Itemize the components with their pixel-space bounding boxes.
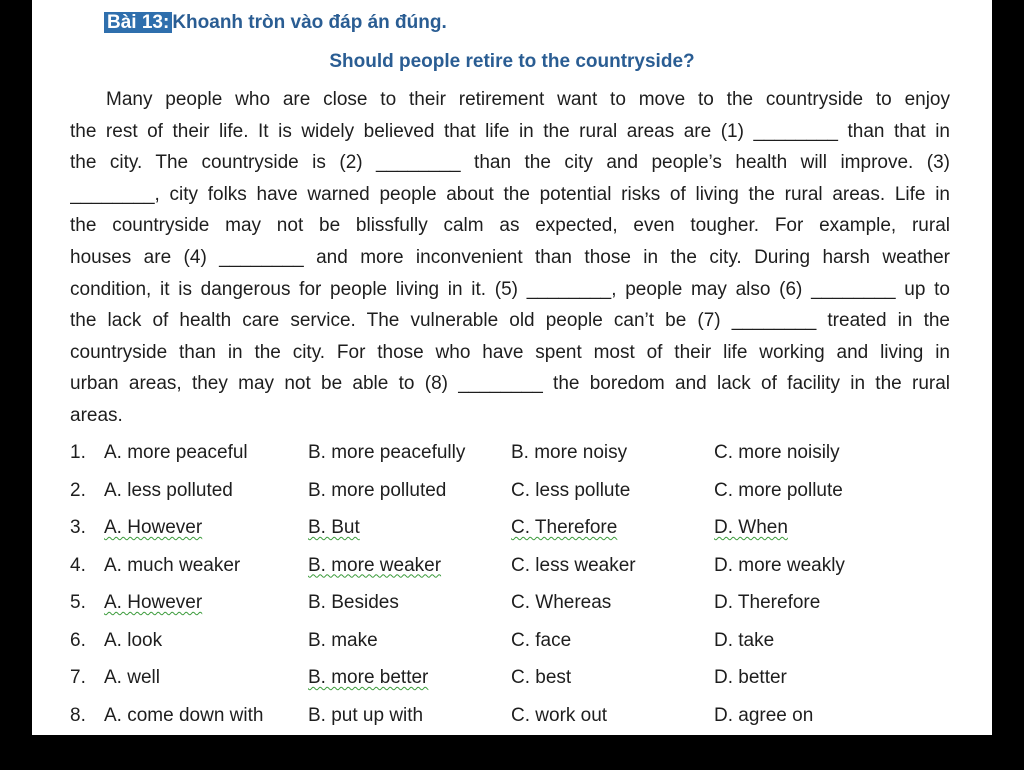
option-c[interactable]: C. Whereas	[511, 592, 612, 613]
option-d[interactable]: D. Therefore	[714, 592, 821, 613]
question-number: 3.	[70, 517, 86, 538]
option-c[interactable]: C. Therefore	[511, 517, 618, 538]
lesson-label: Bài 13:	[104, 12, 172, 33]
passage-line: the countryside may not be blissfully calm as expected, even tougher. For example, rural	[70, 215, 950, 237]
question-number: 5.	[70, 592, 86, 613]
option-d[interactable]: D. better	[714, 667, 787, 688]
question-row	[70, 434, 970, 472]
passage-line: areas.	[70, 404, 123, 426]
option-a[interactable]: A. much weaker	[104, 554, 241, 576]
option-c[interactable]: C. less pollute	[511, 479, 631, 501]
question-number: 1.	[70, 442, 86, 463]
option-a[interactable]: A. less polluted	[104, 479, 233, 501]
option-b[interactable]: B. Besides	[308, 592, 399, 613]
passage-line: urban areas, they may not be able to (8) ________ the boredom and lack of facility in the rural	[70, 373, 950, 395]
question-row	[70, 509, 970, 547]
option-a[interactable]: A. come down with	[104, 704, 264, 726]
option-c[interactable]: C. best	[511, 667, 572, 688]
option-d[interactable]: D. more weakly	[714, 554, 845, 576]
option-c[interactable]: B. more noisy	[511, 442, 628, 463]
option-a[interactable]: A. well	[104, 667, 160, 688]
option-d[interactable]: C. more noisily	[714, 442, 840, 463]
question-row	[70, 584, 970, 622]
worksheet-page	[32, 0, 992, 735]
option-b[interactable]: B. more better	[308, 667, 429, 688]
question-row	[70, 547, 970, 585]
option-a[interactable]: A. look	[104, 629, 163, 651]
option-b[interactable]: B. more polluted	[308, 479, 447, 501]
question-number: 4.	[70, 554, 86, 576]
option-b[interactable]: B. more weaker	[308, 554, 442, 576]
option-a[interactable]: A. However	[104, 592, 203, 613]
passage-line: condition, it is dangerous for people living in it. (5) ________, people may also (6) ________ up to	[70, 278, 950, 300]
option-a[interactable]: A. more peaceful	[104, 442, 248, 463]
option-c[interactable]: C. less weaker	[511, 554, 636, 576]
question-number: 8.	[70, 704, 86, 726]
passage-title: Should people retire to the countryside?	[329, 51, 695, 72]
passage-line: houses are (4) ________ and more inconvenient than those in the city. During harsh weather	[70, 246, 950, 268]
option-d[interactable]: D. When	[714, 517, 788, 538]
option-c[interactable]: C. face	[511, 629, 572, 651]
option-c[interactable]: C. work out	[511, 704, 608, 726]
passage-line: the rest of their life. It is widely believed that life in the rural areas are (1) ________ than that in	[70, 120, 950, 142]
option-d[interactable]: C. more pollute	[714, 479, 843, 501]
question-number: 7.	[70, 667, 86, 688]
option-d[interactable]: D. agree on	[714, 704, 814, 726]
passage-line: ________, city folks have warned people about the potential risks of living the rural areas. Life in	[70, 183, 950, 205]
exercise-instruction: Khoanh tròn vào đáp án đúng.	[172, 12, 447, 33]
question-row	[70, 659, 970, 697]
option-b[interactable]: B. But	[308, 517, 360, 538]
exercise-header	[104, 10, 447, 36]
question-row	[70, 622, 970, 660]
passage-line: the lack of health care service. The vulnerable old people can’t be (7) ________ treated in the	[70, 310, 950, 332]
passage-line: Many people who are close to their retirement want to move to the countryside to enjoy	[106, 89, 950, 110]
answer-options	[70, 434, 970, 734]
passage-line: countryside than in the city. For those who have spent most of their life working and living in	[70, 341, 950, 363]
question-number: 6.	[70, 629, 86, 651]
option-d[interactable]: D. take	[714, 629, 775, 651]
option-b[interactable]: B. more peacefully	[308, 442, 466, 463]
option-b[interactable]: B. put up with	[308, 704, 424, 726]
question-number: 2.	[70, 479, 86, 501]
question-row	[70, 472, 970, 510]
question-row	[70, 697, 970, 735]
option-b[interactable]: B. make	[308, 629, 378, 651]
option-a[interactable]: A. However	[104, 517, 203, 538]
passage-line: the city. The countryside is (2) ________ than the city and people’s health will improve. (3)	[70, 152, 950, 174]
reading-passage	[70, 84, 950, 432]
